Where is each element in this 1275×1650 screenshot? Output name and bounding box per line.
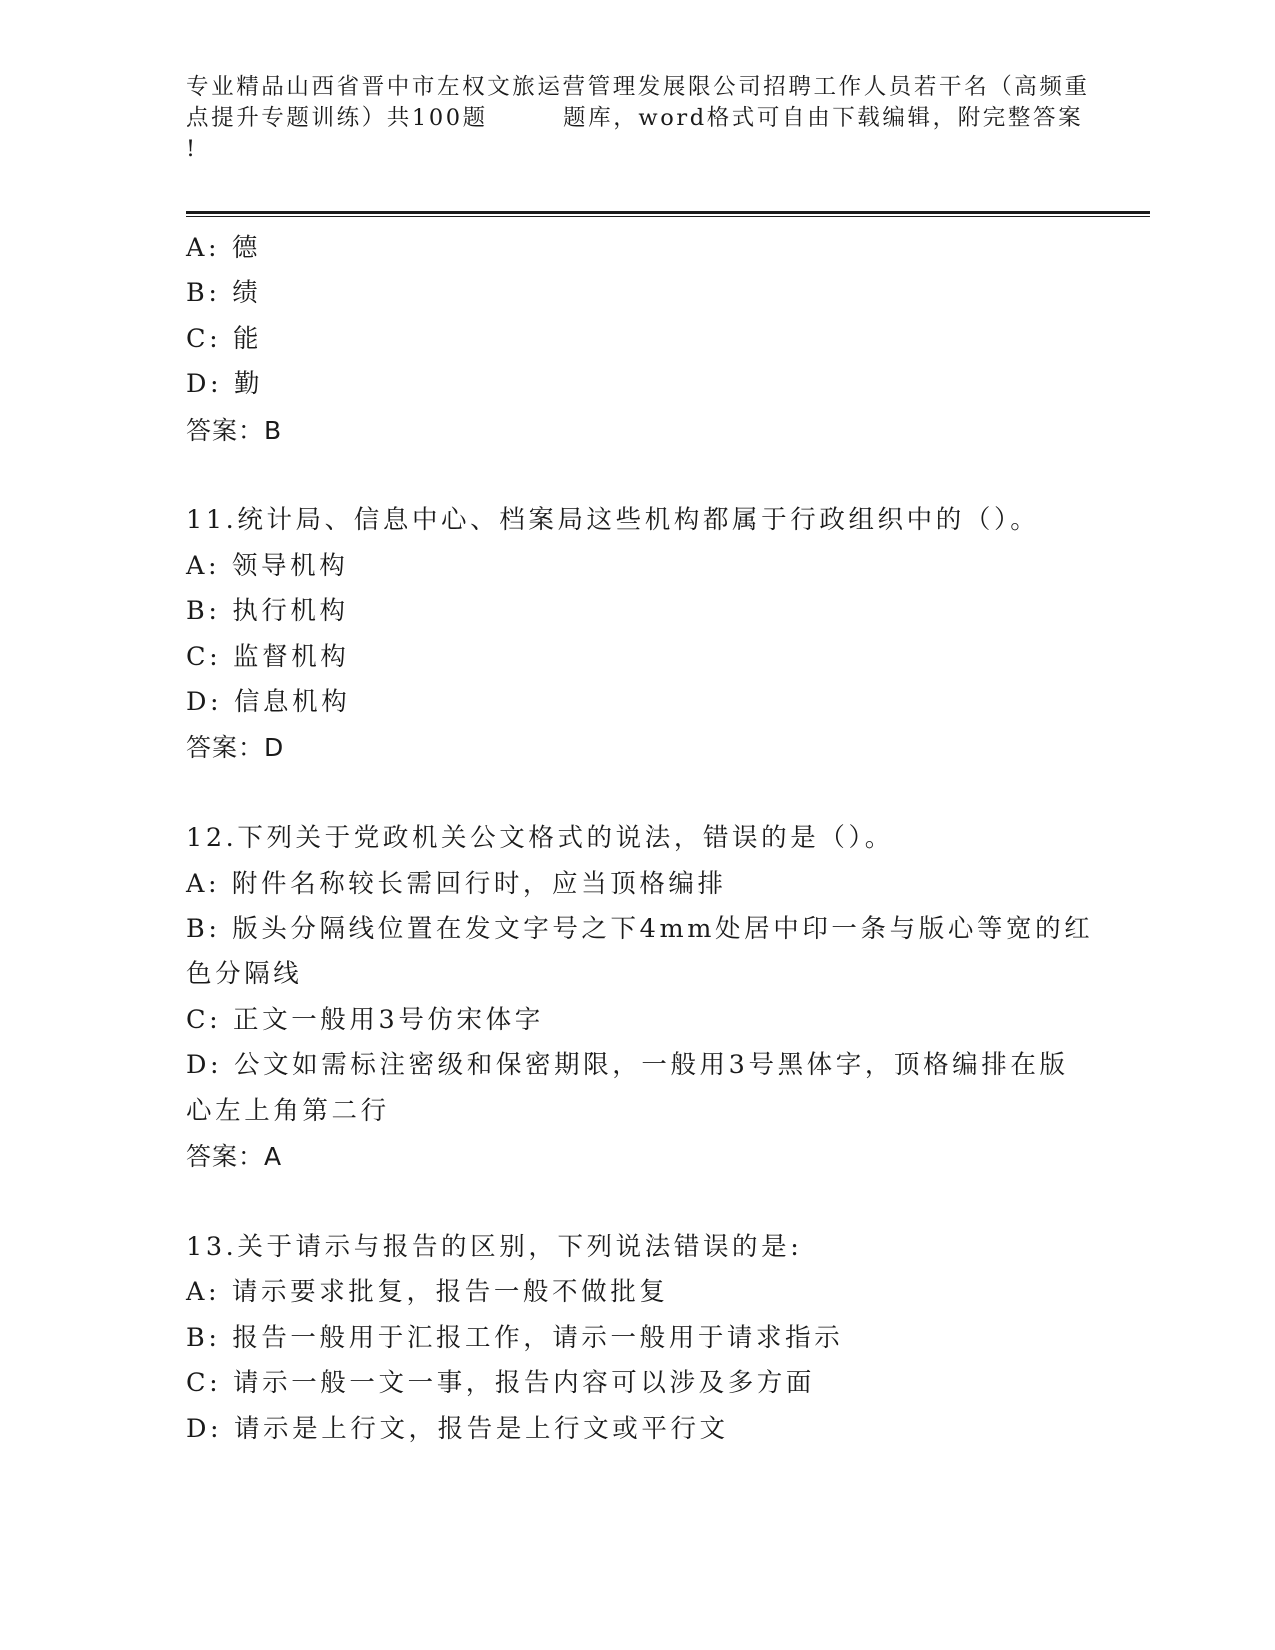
answer: 答案：A bbox=[186, 1142, 283, 1172]
answer: 答案：B bbox=[186, 415, 283, 445]
option-c: C: 监督机构 bbox=[186, 641, 350, 672]
question-11 bbox=[186, 498, 1086, 770]
option-a: A: 领导机构 bbox=[186, 550, 349, 581]
header-line-1: 专业精品山西省晋中市左权文旅运营管理发展限公司招聘工作人员若干名（高频重 bbox=[186, 74, 1090, 100]
spacer bbox=[186, 1180, 1086, 1225]
question-12 bbox=[186, 816, 1094, 1179]
spacer bbox=[186, 453, 1086, 498]
question-10-tail bbox=[186, 226, 1086, 453]
option-d-line-1: D: 公文如需标注密级和保密期限，一般用3号黑体字，顶格编排在版 bbox=[186, 1050, 1069, 1081]
header-divider-thick bbox=[186, 211, 1150, 214]
answer: 答案：D bbox=[186, 733, 285, 763]
document-header bbox=[186, 72, 1090, 165]
question-text: 13.关于请示与报告的区别，下列说法错误的是: bbox=[186, 1231, 803, 1262]
option-d: D: 信息机构 bbox=[186, 687, 351, 718]
option-a: A: 德 bbox=[186, 233, 262, 263]
question-13 bbox=[186, 1225, 1086, 1452]
option-a: A: 请示要求批复，报告一般不做批复 bbox=[186, 1277, 669, 1308]
option-d: D: 请示是上行文，报告是上行文或平行文 bbox=[186, 1413, 729, 1444]
question-body bbox=[186, 226, 1094, 1452]
option-b-line-1: B: 版头分隔线位置在发文字号之下4mm处居中印一条与版心等宽的红 bbox=[186, 914, 1094, 945]
option-b: B: 绩 bbox=[186, 278, 262, 309]
option-c: C: 正文一般用3号仿宋体字 bbox=[186, 1004, 544, 1035]
question-text: 12.下列关于党政机关公文格式的说法，错误的是（）。 bbox=[186, 823, 894, 854]
option-c: C: 请示一般一文一事，报告内容可以涉及多方面 bbox=[186, 1368, 816, 1399]
header-line-2: 点提升专题训练）共100题 题库，word格式可自由下载编辑，附完整答案 bbox=[186, 105, 1084, 131]
spacer bbox=[186, 771, 1086, 816]
option-b-line-2: 色分隔线 bbox=[186, 959, 303, 990]
header-divider-thin bbox=[186, 216, 1150, 217]
header-line-3: ! bbox=[186, 136, 198, 162]
option-b: B: 执行机构 bbox=[186, 596, 349, 627]
question-text: 11.统计局、信息中心、档案局这些机构都属于行政组织中的（）。 bbox=[186, 505, 1040, 536]
option-b: B: 报告一般用于汇报工作，请示一般用于请求指示 bbox=[186, 1322, 844, 1353]
option-a: A: 附件名称较长需回行时，应当顶格编排 bbox=[186, 868, 727, 899]
option-d: D: 勤 bbox=[186, 369, 264, 400]
option-d-line-2: 心左上角第二行 bbox=[186, 1095, 390, 1126]
option-c: C: 能 bbox=[186, 323, 263, 354]
